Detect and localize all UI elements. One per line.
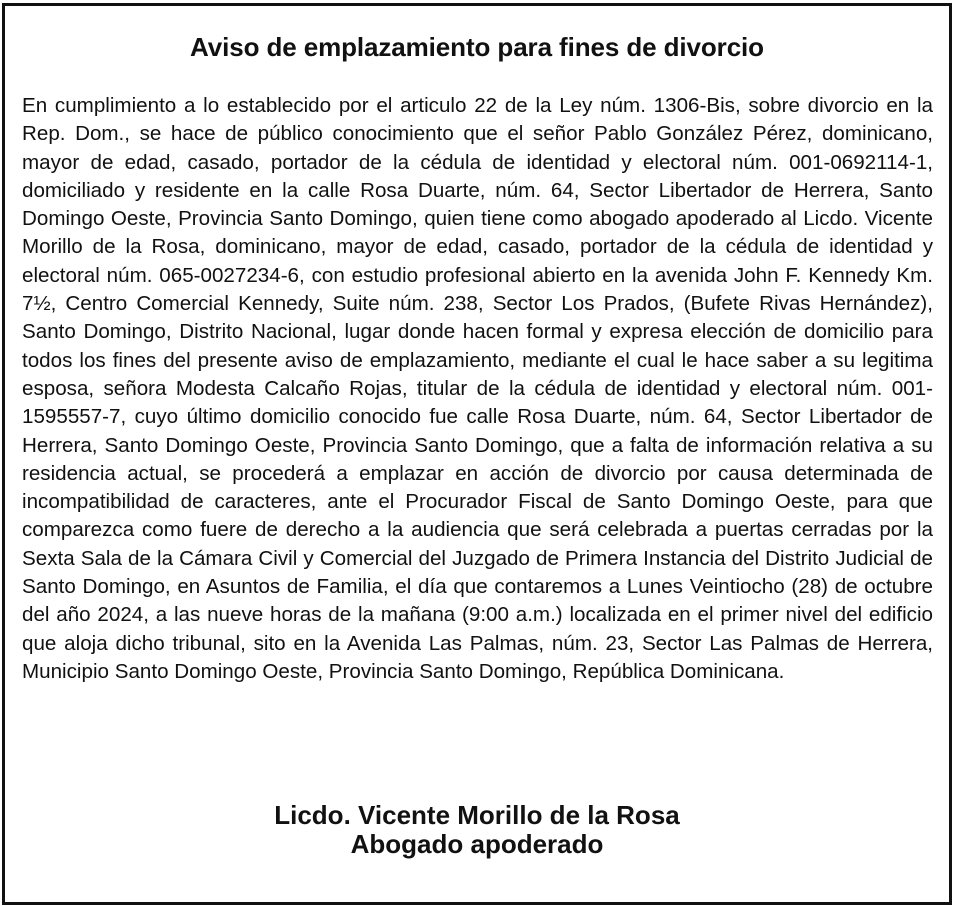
notice-body: En cumplimiento a lo establecido por el articulo 22 de la Ley núm. 1306-Bis, sobre divorcio en la Rep. Dom., se hace de público conocimiento que el señor Pablo González Pérez, dominicano, mayor de edad, casado, portador de la cédula de identidad y electoral núm. 001-0692114-1, domiciliado y residente en la calle Rosa Duarte, núm. 64, Sector Libertador de Herrera, Santo Domingo Oeste, Provincia Santo Domingo, quien tiene como abogado apoderado al Licdo. Vicente Morillo de la Rosa, dominicano, mayor de edad, casado, portador de la cédula de identidad y electoral núm. 065-0027234-6, con estudio profesional abierto en la avenida John F. Kennedy Km. 7½, Centro Comercial Kennedy, Suite núm. 238, Sector Los Prados, (Bufete Rivas Hernández), Santo Domingo, Distrito Nacional, lugar donde hacen formal y expresa elección de domicilio para todos los fines del presente aviso de emplazamiento, mediante el cual le hace saber a su legitima esposa, señora Modesta Calcaño Rojas, titular de la cédula de identidad y electoral núm. 001-1595557-7, cuyo último domicilio conocido fue calle Rosa Duarte, núm. 64, Sector Libertador de Herrera, Santo Domingo Oeste, Provincia Santo Domingo, que a falta de información relativa a su residencia actual, se procederá a emplazar en acción de divorcio por causa determinada de incompatibilidad de caracteres, ante el Procurador Fiscal de Santo Domingo Oeste, para que comparezca como fuere de derecho a la audiencia que será celebrada a puertas cerradas por la Sexta Sala de la Cámara Civil y Comercial del Juzgado de Primera Instancia del Distrito Judicial de Santo Domingo, en Asuntos de Familia, el día que contaremos a Lunes Veintiocho (28) de octubre del año 2024, a las nueve horas de la mañana (9:00 a.m.) localizada en el primer nivel del edificio que aloja dicho tribunal, sito en la Avenida Las Palmas, núm. 23, Sector Las Palmas de Herrera, Municipio Santo Domingo Oeste, Provincia Santo Domingo, República Dominicana. [22, 94, 933, 683]
notice-title: Aviso de emplazamiento para fines de divorcio [190, 32, 764, 62]
signature-role: Abogado apoderado [350, 829, 604, 859]
signature-block [5, 801, 949, 859]
notice-frame [2, 3, 952, 905]
signature-name: Licdo. Vicente Morillo de la Rosa [274, 800, 680, 830]
